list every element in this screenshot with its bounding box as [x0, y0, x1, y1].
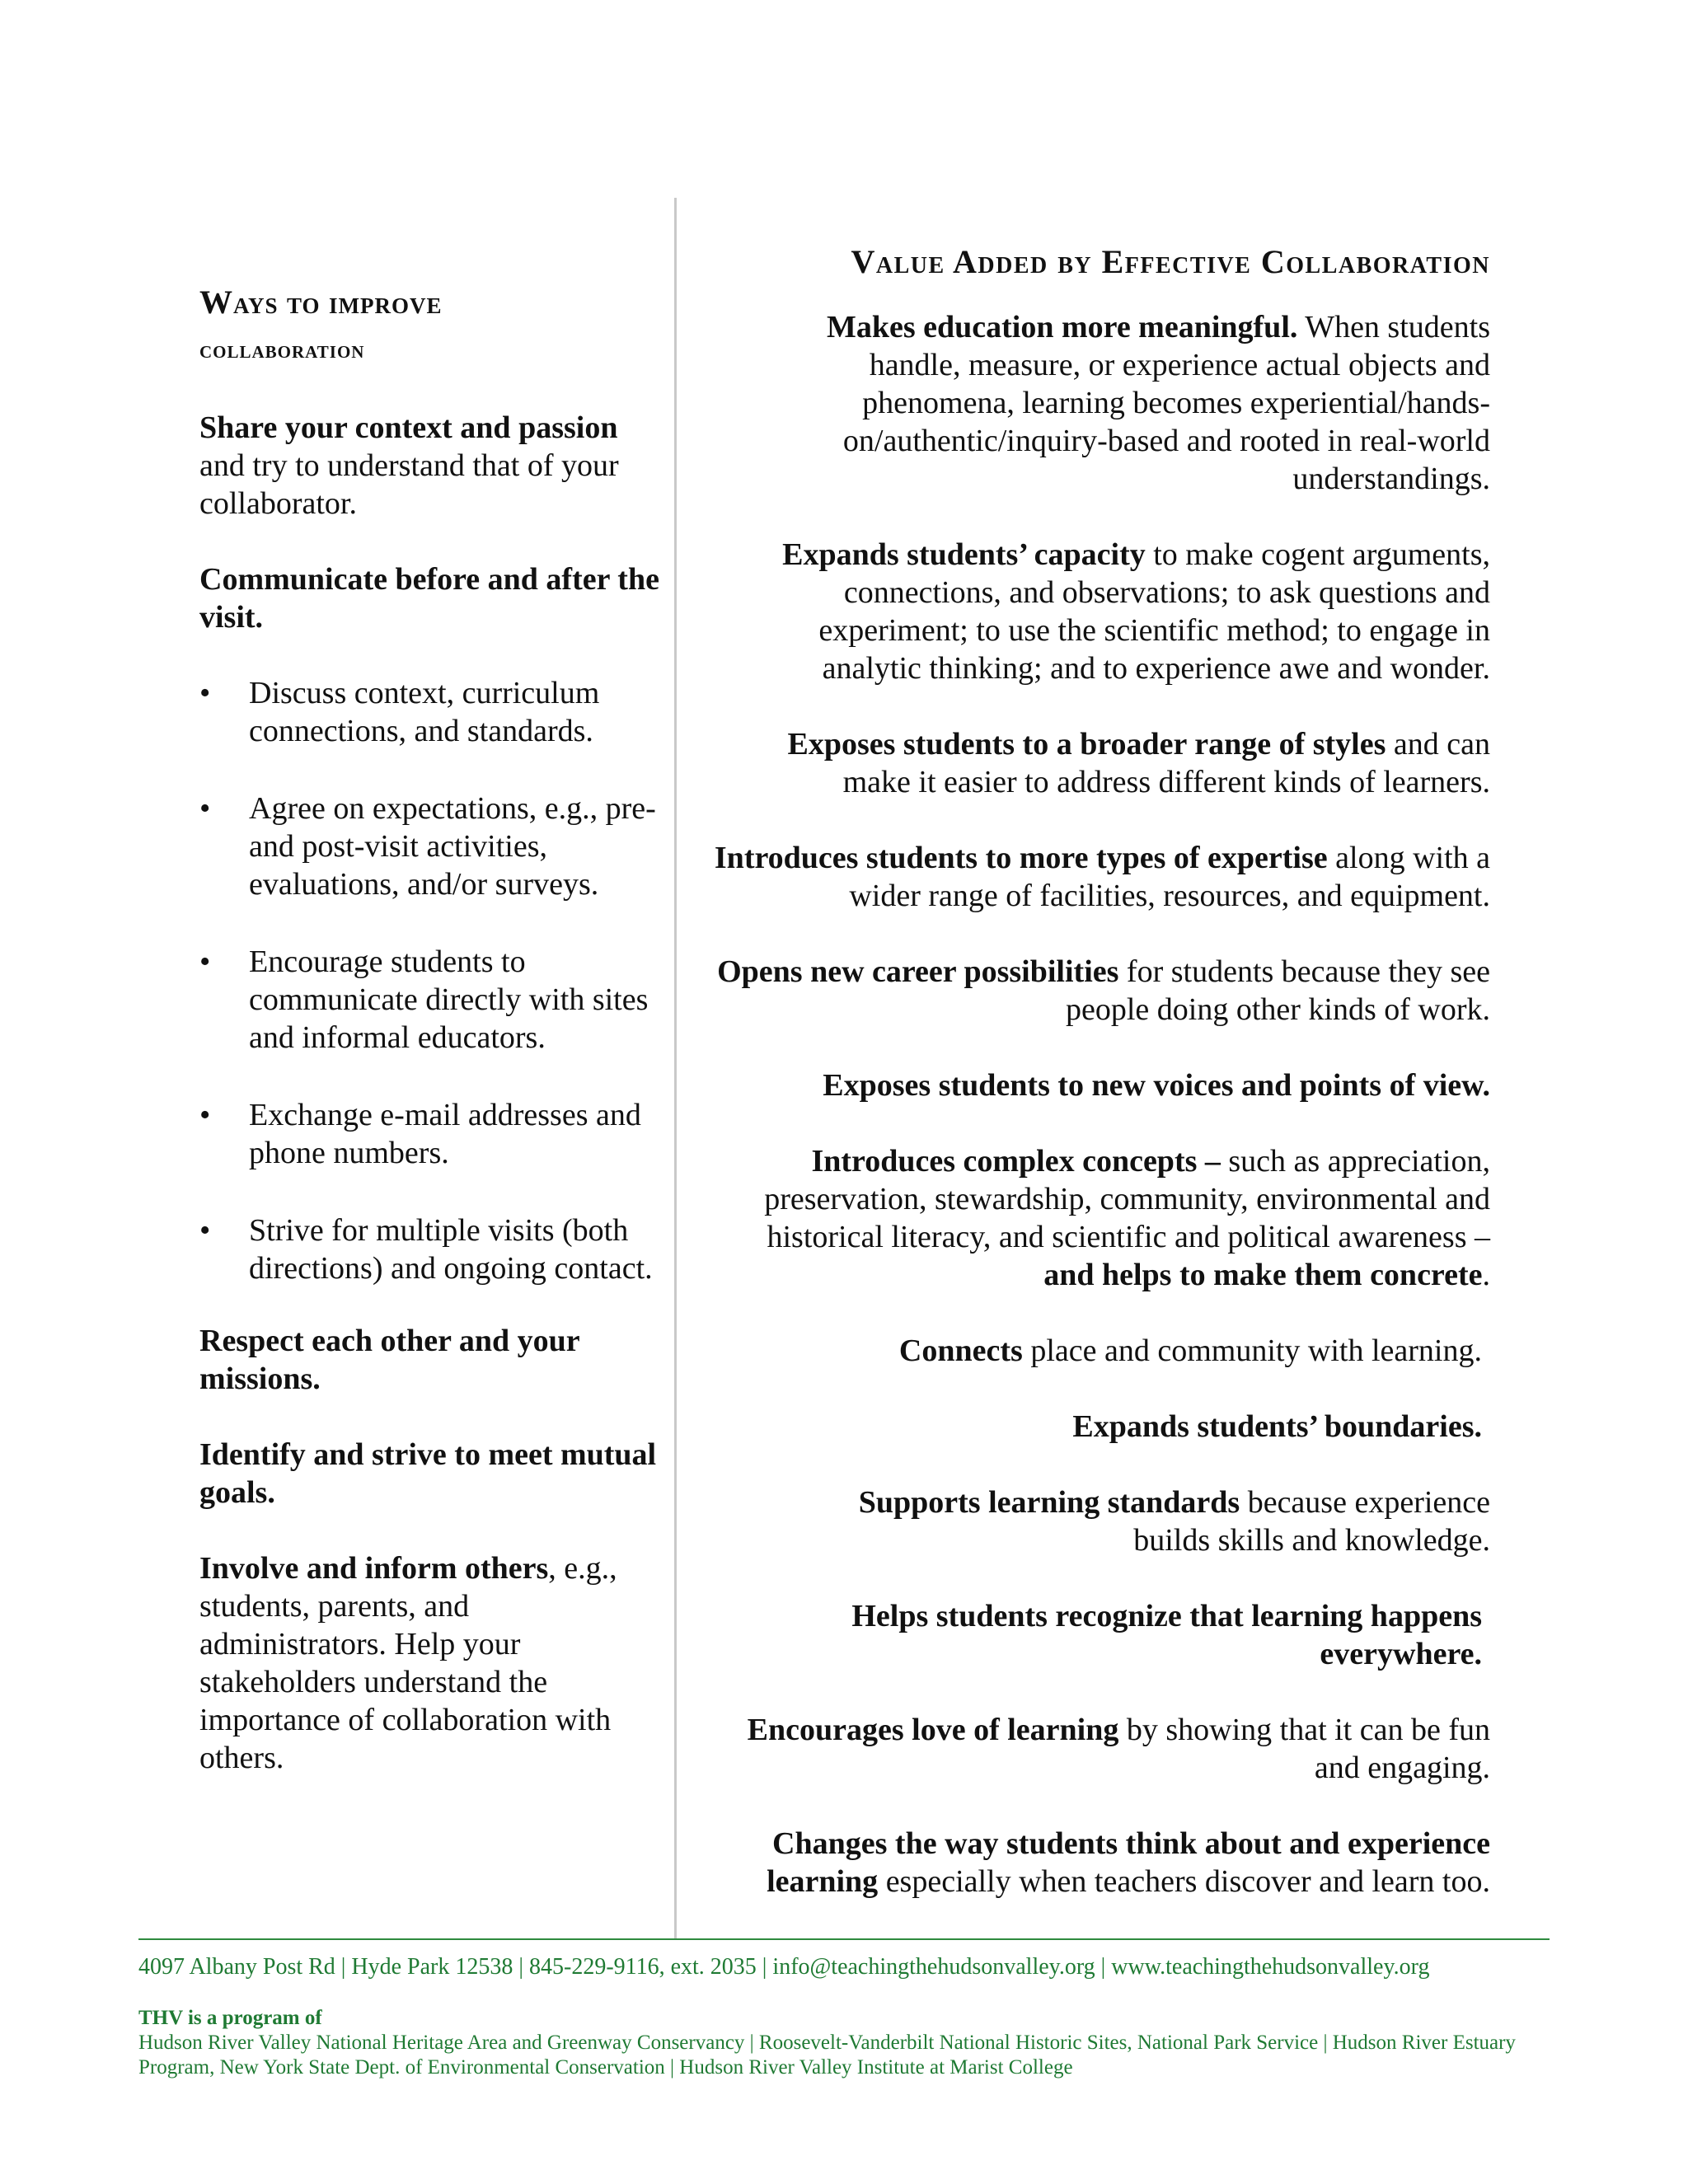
value-item	[709, 1483, 1490, 1559]
list-item-text: Exchange e-mail addresses and phone numbers.	[249, 1098, 641, 1170]
value-item-text: because experience builds skills and knowledge.	[1133, 1485, 1490, 1558]
value-item	[709, 1597, 1490, 1673]
value-item-bold: Expands students’ capacity	[782, 537, 1146, 572]
value-item-text: When students handle, measure, or experience actual objects and phenomena, learning becomes experiential/hands-on/authentic/inquiry-based and rooted in real-world understandings.	[842, 310, 1490, 496]
bullet-icon: •	[199, 1098, 211, 1132]
value-item-bold: Makes education more meaningful.	[826, 310, 1298, 344]
tip-communicate-bold: Communicate before and after the visit.	[199, 562, 659, 635]
tip-communicate	[199, 560, 661, 636]
column-divider	[674, 198, 677, 1938]
value-item-bold: Opens new career possibilities	[717, 954, 1119, 989]
tip-involve-bold: Involve and inform others	[199, 1551, 549, 1586]
left-heading-line2: collaboration	[199, 336, 365, 363]
tip-share	[199, 409, 661, 523]
list-item-text: Agree on expectations, e.g., pre- and post-visit activities, evaluations, and/or surveys.	[249, 791, 656, 902]
value-item	[709, 725, 1490, 801]
value-item-text: place and community with learning.	[1022, 1333, 1482, 1368]
value-item	[709, 839, 1490, 915]
value-item-bold: Supports learning standards	[858, 1485, 1240, 1520]
value-item	[709, 1711, 1490, 1787]
tip-involve	[199, 1549, 661, 1777]
value-item	[709, 536, 1490, 687]
tip-share-text: and try to understand that of your collaborator.	[199, 448, 619, 521]
list-item-text: Strive for multiple visits (both directions) and ongoing contact.	[249, 1213, 653, 1286]
list-item	[199, 674, 661, 750]
left-column	[199, 280, 661, 1815]
left-heading-line1: ays to improve	[233, 286, 443, 321]
value-item-bold: Exposes students to a broader range of styles	[787, 727, 1386, 762]
communicate-bullet-list	[199, 674, 661, 1287]
tip-identify-bold: Identify and strive to meet mutual goals.	[199, 1437, 657, 1510]
value-item	[709, 1825, 1490, 1900]
footer-program-label: THV is a program of	[138, 2007, 322, 2029]
value-item-text: especially when teachers discover and learn too.	[878, 1864, 1490, 1899]
list-item-text: Encourage students to communicate directly with sites and informal educators.	[249, 944, 649, 1055]
left-heading	[199, 280, 661, 373]
bullet-icon: •	[199, 791, 211, 826]
footer	[138, 1953, 1556, 2080]
bullet-icon: •	[199, 1213, 211, 1248]
value-item	[709, 953, 1490, 1029]
bullet-icon: •	[199, 676, 211, 710]
value-item-text: along with a wider range of facilities, resources, and equipment.	[849, 841, 1490, 913]
right-column	[709, 241, 1490, 1900]
list-item	[199, 1212, 661, 1287]
value-item-text: such as appreciation, preservation, stewardship, community, environmental and historical literacy, and scientific and political awareness –	[764, 1144, 1490, 1254]
value-item-text: by showing that it can be fun and engaging.	[1118, 1713, 1490, 1785]
footer-contact: 4097 Albany Post Rd | Hyde Park 12538 | 845-229-9116, ext. 2035 | info@teachingthehudsonvalley.org | www.teachingthehudsonvalley.org	[138, 1954, 1430, 1980]
left-heading-initial: W	[199, 284, 233, 321]
right-heading: Value Added by Effective Collaboration	[851, 243, 1490, 280]
value-item-bold: Introduces complex concepts –	[811, 1144, 1221, 1179]
value-item-period: .	[1482, 1258, 1490, 1292]
list-item	[199, 790, 661, 903]
bullet-icon: •	[199, 944, 211, 979]
value-item-bold: Introduces students to more types of expertise	[714, 841, 1328, 875]
value-item-bold: Exposes students to new voices and points of view.	[823, 1068, 1490, 1103]
value-item-boundaries	[709, 1408, 1490, 1446]
value-item-complex	[709, 1142, 1490, 1294]
footer-partners: Hudson River Valley National Heritage Area and Greenway Conservancy | Roosevelt-Vanderbilt National Historic Sites, National Park Service | Hudson River Estuary Program, New York State Dept. of Environmental Conservation | Hudson River Valley Institute at Marist College	[138, 2032, 1516, 2079]
value-item-bold: Connects	[898, 1333, 1023, 1368]
list-item-text: Discuss context, curriculum connections, and standards.	[249, 676, 600, 748]
tip-share-bold: Share your context and passion	[199, 410, 618, 445]
value-item-text: and can make it easier to address different kinds of learners.	[842, 727, 1490, 799]
value-item	[709, 1066, 1490, 1104]
list-item	[199, 1096, 661, 1172]
value-item-text: for students because they see people doing other kinds of work.	[1065, 954, 1490, 1027]
footer-rule	[138, 1938, 1550, 1940]
tip-involve-text: , e.g., students, parents, and administrators. Help your stakeholders understand the importance of collaboration with others.	[199, 1551, 617, 1775]
tip-respect-bold: Respect each other and your missions.	[199, 1324, 579, 1396]
tip-respect	[199, 1322, 661, 1398]
value-item-bold: Encourages love of learning	[747, 1713, 1119, 1747]
value-item-connects	[709, 1332, 1490, 1370]
value-item-bold: Changes the way students think about and experience learning	[767, 1826, 1490, 1899]
tip-identify	[199, 1436, 661, 1511]
value-item-text: to make cogent arguments, connections, and observations; to ask questions and experiment; to use the scientific method; to engage in analytic thinking; and to experience awe and wonder.	[818, 537, 1490, 686]
value-item-bold: Helps students recognize that learning happens everywhere.	[851, 1599, 1482, 1671]
value-item	[709, 308, 1490, 498]
value-item-bold: Expands students’ boundaries.	[1072, 1409, 1482, 1444]
list-item	[199, 943, 661, 1057]
value-item-bold-tail: and helps to make them concrete	[1043, 1258, 1483, 1292]
